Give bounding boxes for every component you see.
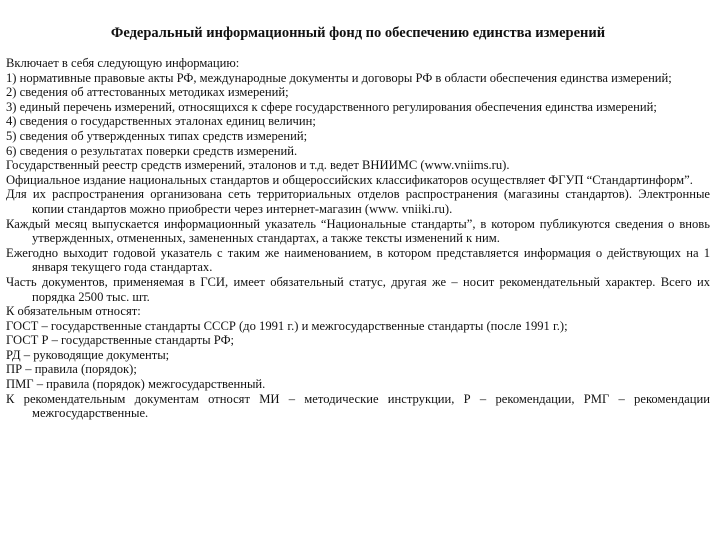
paragraph: Для их распространения организована сеть территориальных отделов распространения (магазины стандартов). Электронные копии стандартов можно приобрести через интернет-магазин (www. vniiki.ru). [6,187,710,216]
paragraph: Каждый месяц выпускается информационный указатель “Национальные стандарты”, в котором публикуются сведения о вновь утвержденных, отмененных, замененных стандартах, а также тексты изменений к ним. [6,216,710,246]
page-title: Федеральный информационный фонд по обеспечению единства измерений [110,25,606,41]
paragraph: Официальное издание национальных стандартов и общероссийских классификаторов осуществляет ФГУП “Стандартинформ”. [6,172,693,187]
document-body [6,56,710,421]
intro-line: Включает в себя следующую информацию: [6,56,240,70]
list-item: 5) сведения об утвержденных типах средств измерений; [6,128,308,143]
list-item: 2) сведения об аттестованных методиках измерений; [6,85,289,100]
definition-item: РД – руководящие документы; [6,347,170,362]
definition-item: ПМГ – правила (порядок) межгосударственный. [6,377,266,392]
definition-item: ГОСТ Р – государственные стандарты РФ; [6,333,235,348]
paragraph: Часть документов, применяемая в ГСИ, имеет обязательный статус, другая же – носит рекомендательный характер. Всего их порядка 2500 тыс. шт. [6,274,710,304]
paragraph: К рекомендательным документам относят МИ – методические инструкции, Р – рекомендации, РМГ – рекомендации межгосударственные. [6,391,710,421]
list-item: 3) единый перечень измерений, относящихся к сфере государственного регулирования обеспечения единства измерений; [6,99,657,114]
paragraph: Государственный реестр средств измерений, эталонов и т.д. ведет ВНИИМС (www.vniims.ru). [6,158,510,173]
list-item: 4) сведения о государственных эталонах единиц величин; [6,114,316,129]
paragraph: Ежегодно выходит годовой указатель с таким же наименованием, в котором представляется информация о действующих на 1 января текущего года стандартах. [6,245,710,275]
definition-item: ПР – правила (порядок); [6,362,137,377]
list-item: 1) нормативные правовые акты РФ, международные документы и договоры РФ в области обеспечения единства измерений; [6,70,672,85]
definition-item: ГОСТ – государственные стандарты СССР (до 1991 г.) и межгосударственные стандарты (после 1991 г.); [6,318,568,333]
paragraph: К обязательным относят: [6,304,141,319]
list-item: 6) сведения о результатах поверки средств измерений. [6,143,298,158]
